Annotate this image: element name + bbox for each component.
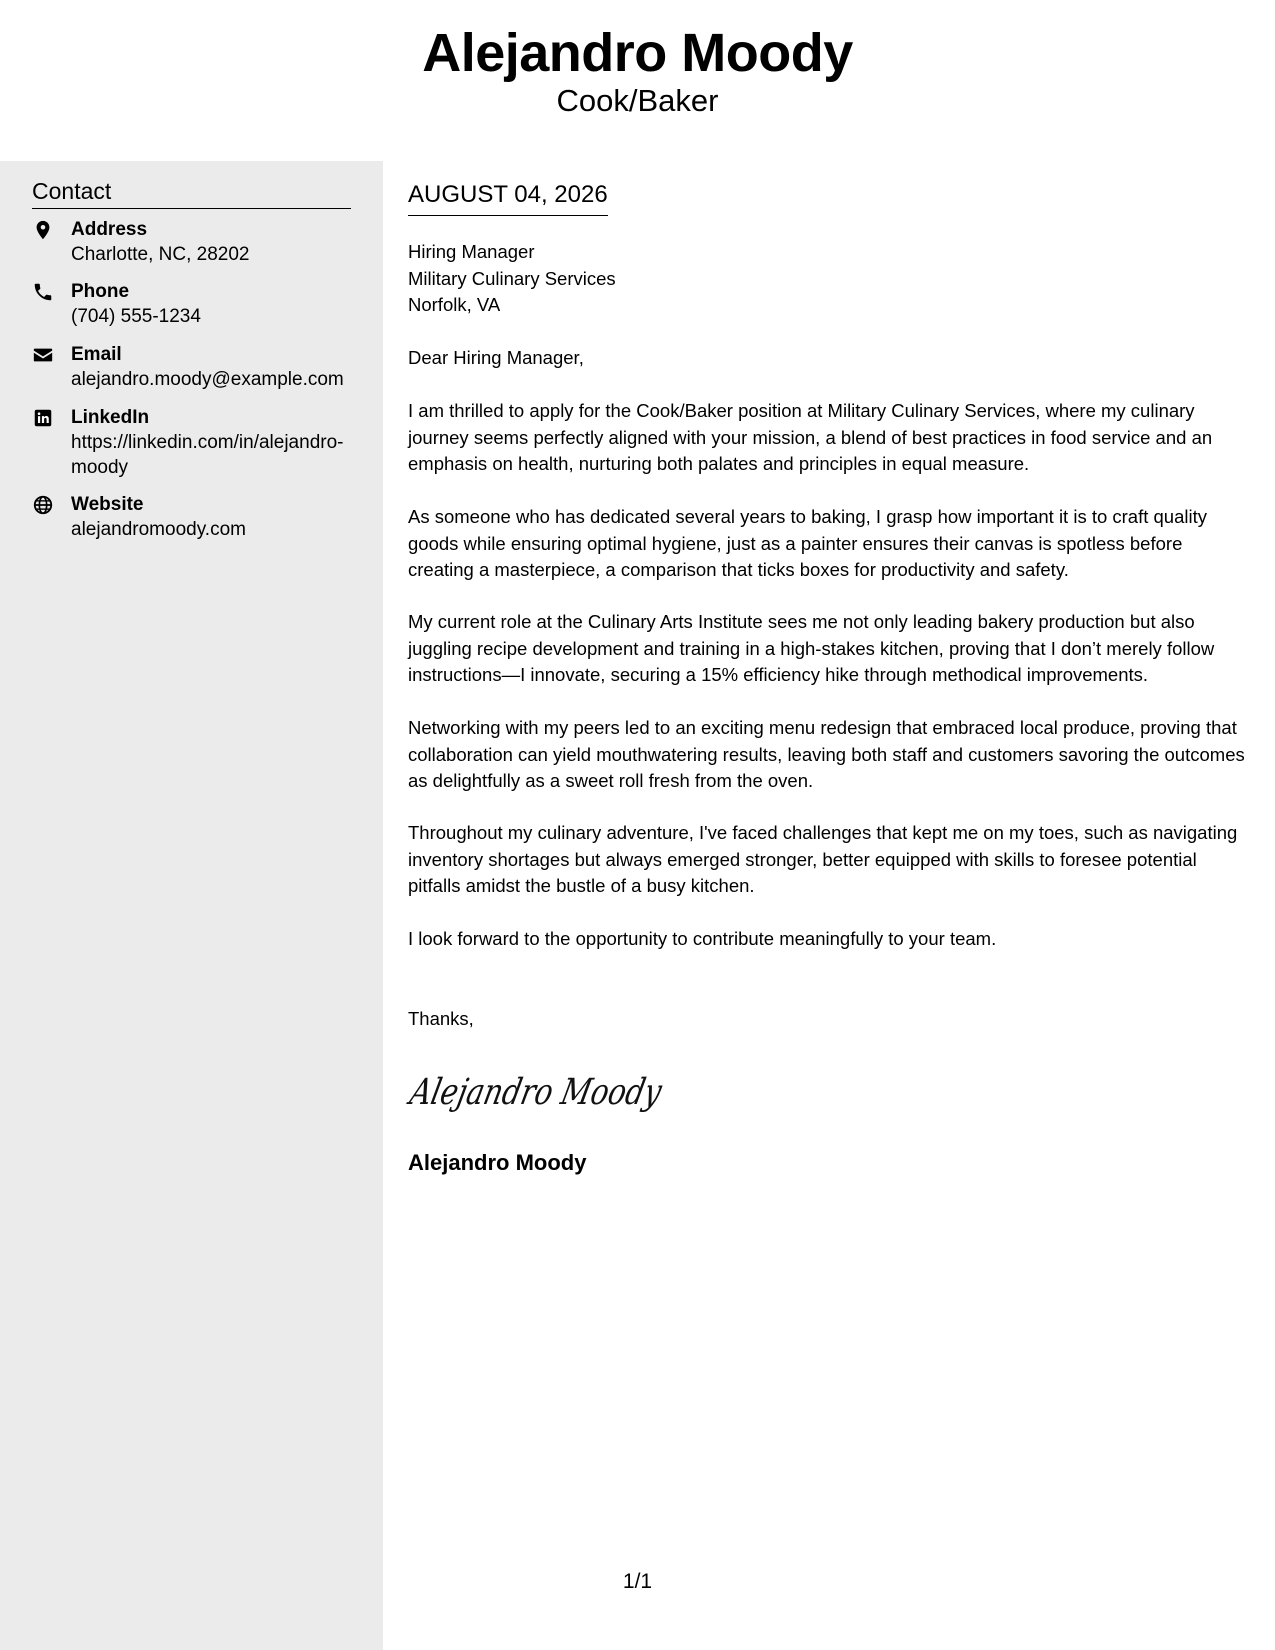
paragraph: Throughout my culinary adventure, I've faced challenges that kept me on my toes, such as navigating inventory shortages but always emerged stronger, better equipped with skills to foresee potential pitfalls amidst the bustle of a busy kitchen.	[408, 822, 1238, 896]
paragraph: My current role at the Culinary Arts Institute sees me not only leading bakery production but also juggling recipe development and training in a high-stakes kitchen, proving that I don’t merely follow instructions—I innovate, securing a 15% efficiency hike through methodical improvements.	[408, 611, 1215, 685]
contact-label: Email	[71, 344, 122, 365]
recipient-line: Hiring Manager	[408, 241, 535, 262]
envelope-icon	[32, 344, 54, 366]
contact-label: Website	[71, 494, 144, 515]
contact-label: Address	[71, 219, 148, 240]
contact-value: alejandro.moody@example.com	[71, 369, 344, 390]
signature-image	[406, 1059, 728, 1119]
job-title: Cook/Baker	[556, 83, 719, 118]
applicant-name: Alejandro Moody	[422, 23, 853, 83]
contact-value: https://linkedin.com/in/alejandro-moody	[71, 432, 344, 478]
signer-name: Alejandro Moody	[408, 1150, 587, 1175]
contact-value: (704) 555-1234	[71, 306, 201, 327]
linkedin-icon	[32, 407, 54, 429]
recipient-line: Norfolk, VA	[408, 294, 501, 315]
paragraph: I am thrilled to apply for the Cook/Baker position at Military Culinary Services, where my culinary journey seems perfectly aligned with your mission, a blend of best practices in food service and an emphasis on health, nurturing both palates and principles in equal measure.	[408, 400, 1213, 474]
closing: Thanks,	[408, 1008, 474, 1029]
phone-icon	[32, 281, 54, 303]
contact-value: Charlotte, NC, 28202	[71, 244, 250, 265]
contact-value: alejandromoody.com	[71, 519, 246, 540]
contact-label: LinkedIn	[71, 407, 150, 428]
contact-heading: Contact	[32, 175, 351, 209]
globe-icon	[32, 494, 54, 516]
map-pin-icon	[32, 219, 54, 241]
header	[0, 0, 1275, 160]
recipient-block	[408, 239, 616, 319]
paragraph: As someone who has dedicated several years to baking, I grasp how important it is to craft quality goods while ensuring optimal hygiene, just as a painter ensures their canvas is spotless before creating a masterpiece, a comparison that ticks boxes for productivity and safety.	[408, 506, 1207, 580]
recipient-line: Military Culinary Services	[408, 267, 616, 289]
paragraph: I look forward to the opportunity to contribute meaningfully to your team.	[408, 928, 997, 949]
paragraph: Networking with my peers led to an exciting menu redesign that embraced local produce, proving that collaboration can yield mouthwatering results, leaving both staff and customers savoring the outcomes as delightfully as a sweet roll fresh from the oven.	[408, 717, 1245, 791]
signature-text: Alejandro Moody	[406, 1070, 728, 1113]
contact-sidebar	[0, 161, 383, 1650]
letter-date: AUGUST 04, 2026	[408, 179, 608, 216]
salutation: Dear Hiring Manager,	[408, 347, 584, 368]
contact-label: Phone	[71, 281, 130, 302]
page-number: 1/1	[622, 1570, 653, 1593]
